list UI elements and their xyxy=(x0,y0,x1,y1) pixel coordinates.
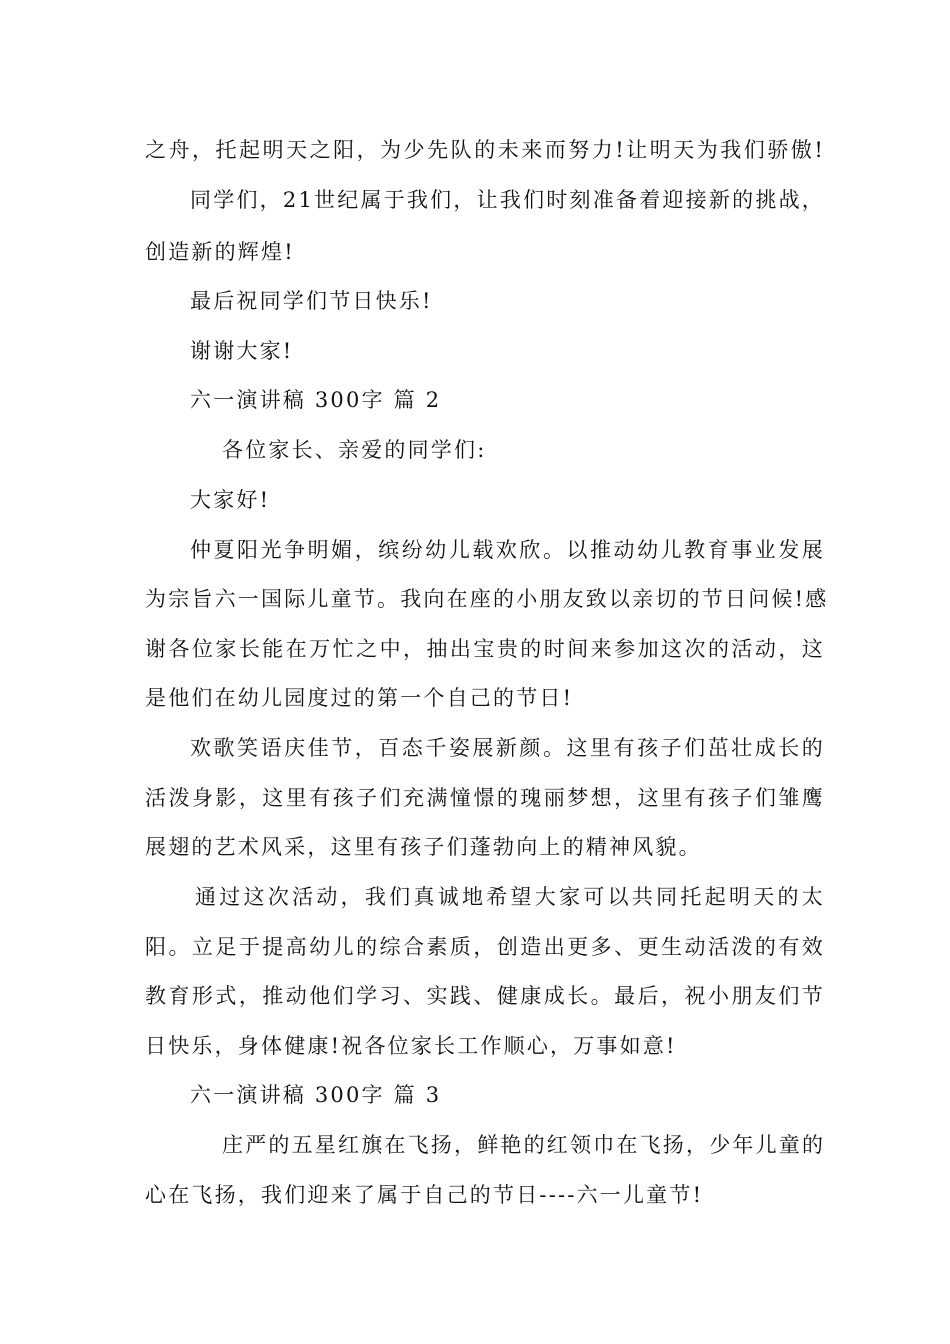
text-line: 活泼身影，这里有孩子们充满憧憬的瑰丽梦想，这里有孩子们雏鹰 xyxy=(145,786,825,810)
text-line: 仲夏阳光争明媚，缤纷幼儿载欢欣。以推动幼儿教育事业发展 xyxy=(190,538,825,562)
text-line: 是他们在幼儿园度过的第一个自己的节日! xyxy=(145,686,574,710)
text-line: 庄严的五星红旗在飞扬，鲜艳的红领巾在飞扬，少年儿童的 xyxy=(222,1133,826,1157)
text-line: 通过这次活动，我们真诚地希望大家可以共同托起明天的太 xyxy=(195,885,825,909)
text-line: 同学们，21世纪属于我们，让我们时刻准备着迎接新的挑战， xyxy=(190,188,825,212)
section-heading: 六一演讲稿 300字 篇 3 xyxy=(190,1083,442,1107)
text-line: 谢谢大家! xyxy=(190,339,294,363)
salutation: 各位家长、亲爱的同学们: xyxy=(222,438,487,462)
text-line: 心在飞扬，我们迎来了属于自己的节日----六一儿童节! xyxy=(145,1183,704,1207)
text-line: 为宗旨六一国际儿童节。我向在座的小朋友致以亲切的节日问候!感 xyxy=(145,587,829,611)
text-line: 创造新的辉煌! xyxy=(145,240,295,264)
text-line: 日快乐，身体健康!祝各位家长工作顺心，万事如意! xyxy=(145,1034,677,1058)
text-line: 教育形式，推动他们学习、实践、健康成长。最后，祝小朋友们节 xyxy=(145,984,825,1008)
text-line: 谢各位家长能在万忙之中，抽出宝贵的时间来参加这次的活动，这 xyxy=(145,637,825,661)
text-line: 最后祝同学们节日快乐! xyxy=(190,289,433,313)
text-line: 展翅的艺术风采，这里有孩子们蓬勃向上的精神风貌。 xyxy=(145,835,702,859)
text-line: 之舟，托起明天之阳，为少先队的未来而努力!让明天为我们骄傲! xyxy=(145,138,825,162)
text-line: 阳。立足于提高幼儿的综合素质，创造出更多、更生动活泼的有效 xyxy=(145,935,825,959)
text-line: 欢歌笑语庆佳节，百态千姿展新颜。这里有孩子们茁壮成长的 xyxy=(190,736,825,760)
section-heading: 六一演讲稿 300字 篇 2 xyxy=(190,388,442,412)
greeting: 大家好! xyxy=(190,488,271,512)
